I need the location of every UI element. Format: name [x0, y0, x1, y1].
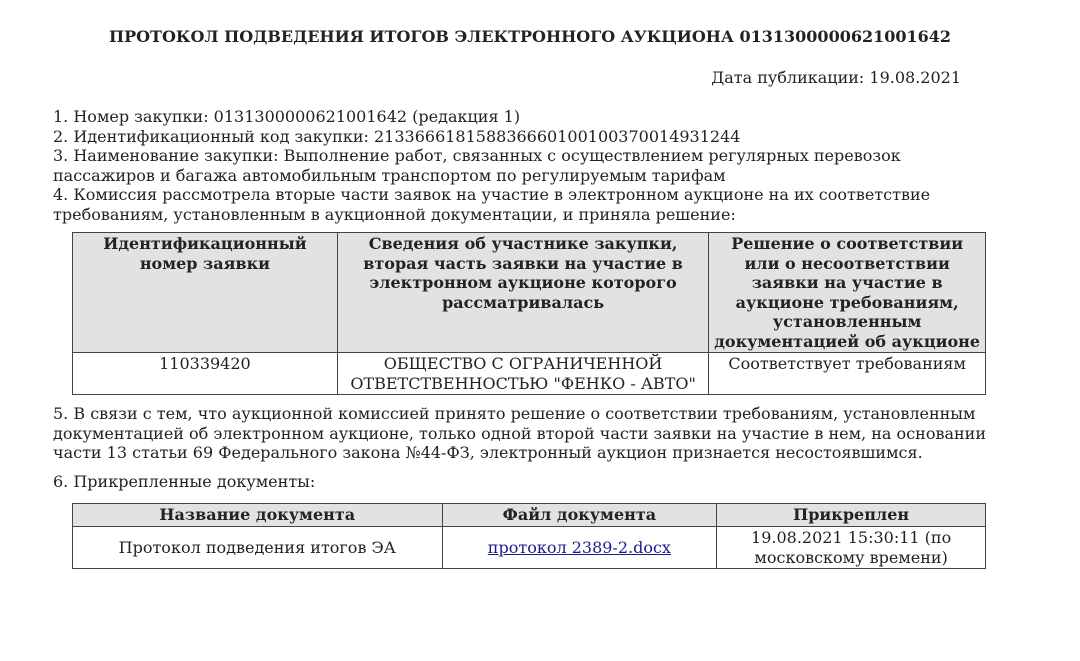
- page-title: ПРОТОКОЛ ПОДВЕДЕНИЯ ИТОГОВ ЭЛЕКТРОННОГО АУКЦИОНА 0131300000621001642: [108, 27, 952, 46]
- header-document-file: Файл документа: [442, 504, 717, 527]
- publication-date: Дата публикации: 19.08.2021: [711, 68, 961, 87]
- header-attached: Прикреплен: [717, 504, 986, 527]
- auction-result-paragraph: 5. В связи с тем, что аукционной комиссией принято решение о соответствии требованиям, установленным документацией об электронном аукционе, только одной второй части заявки на участие в нем, на основании части 13 статьи 69 Федерального закона №44-ФЗ, электронный аукцион признается несостоявшимся.: [53, 404, 986, 462]
- attached-datetime: 19.08.2021 15:30:11 (по московскому времени): [717, 527, 986, 569]
- documents-table-header: [73, 504, 986, 527]
- procurement-number: 1. Номер закупки: 0131300000621001642 (редакция 1): [53, 107, 521, 126]
- document-file-link[interactable]: протокол 2389-2.docx: [487, 537, 671, 557]
- participant-name: ОБЩЕСТВО С ОГРАНИЧЕННОЙ ОТВЕТСТВЕННОСТЬЮ "ФЕНКО - АВТО": [337, 353, 709, 395]
- header-decision: Решение о соответствии или о несоответствии заявки на участие в аукционе требованиям, установленным документацией об аукционе: [709, 233, 986, 353]
- document-file-cell: [442, 527, 717, 569]
- application-id: 110339420: [73, 353, 338, 395]
- header-participant: Сведения об участнике закупки, вторая часть заявки на участие в электронном аукционе которого рассматривалась: [337, 233, 709, 353]
- table-row: [73, 527, 986, 569]
- decision-table: [72, 232, 986, 395]
- attached-documents-heading: 6. Прикрепленные документы:: [53, 472, 316, 491]
- documents-table: [72, 503, 986, 569]
- header-application-id: Идентификационный номер заявки: [73, 233, 338, 353]
- commission-decision-intro: 4. Комиссия рассмотрела вторые части заявок на участие в электронном аукционе на их соответствие требованиям, установленным в аукционной документации, и приняла решение:: [53, 185, 931, 224]
- procurement-info: [53, 107, 1003, 224]
- decision-table-header: [73, 233, 986, 353]
- table-row: [73, 353, 986, 395]
- decision-value: Соответствует требованиям: [709, 353, 986, 395]
- procurement-code: 2. Идентификационный код закупки: 213366618158836660100100370014931244: [53, 126, 741, 146]
- procurement-name: 3. Наименование закупки: Выполнение работ, связанных с осуществлением регулярных перевозок пассажиров и багажа автомобильным транспортом по регулируемым тарифам: [53, 146, 901, 185]
- header-document-name: Название документа: [73, 504, 443, 527]
- document-name: Протокол подведения итогов ЭА: [73, 527, 443, 569]
